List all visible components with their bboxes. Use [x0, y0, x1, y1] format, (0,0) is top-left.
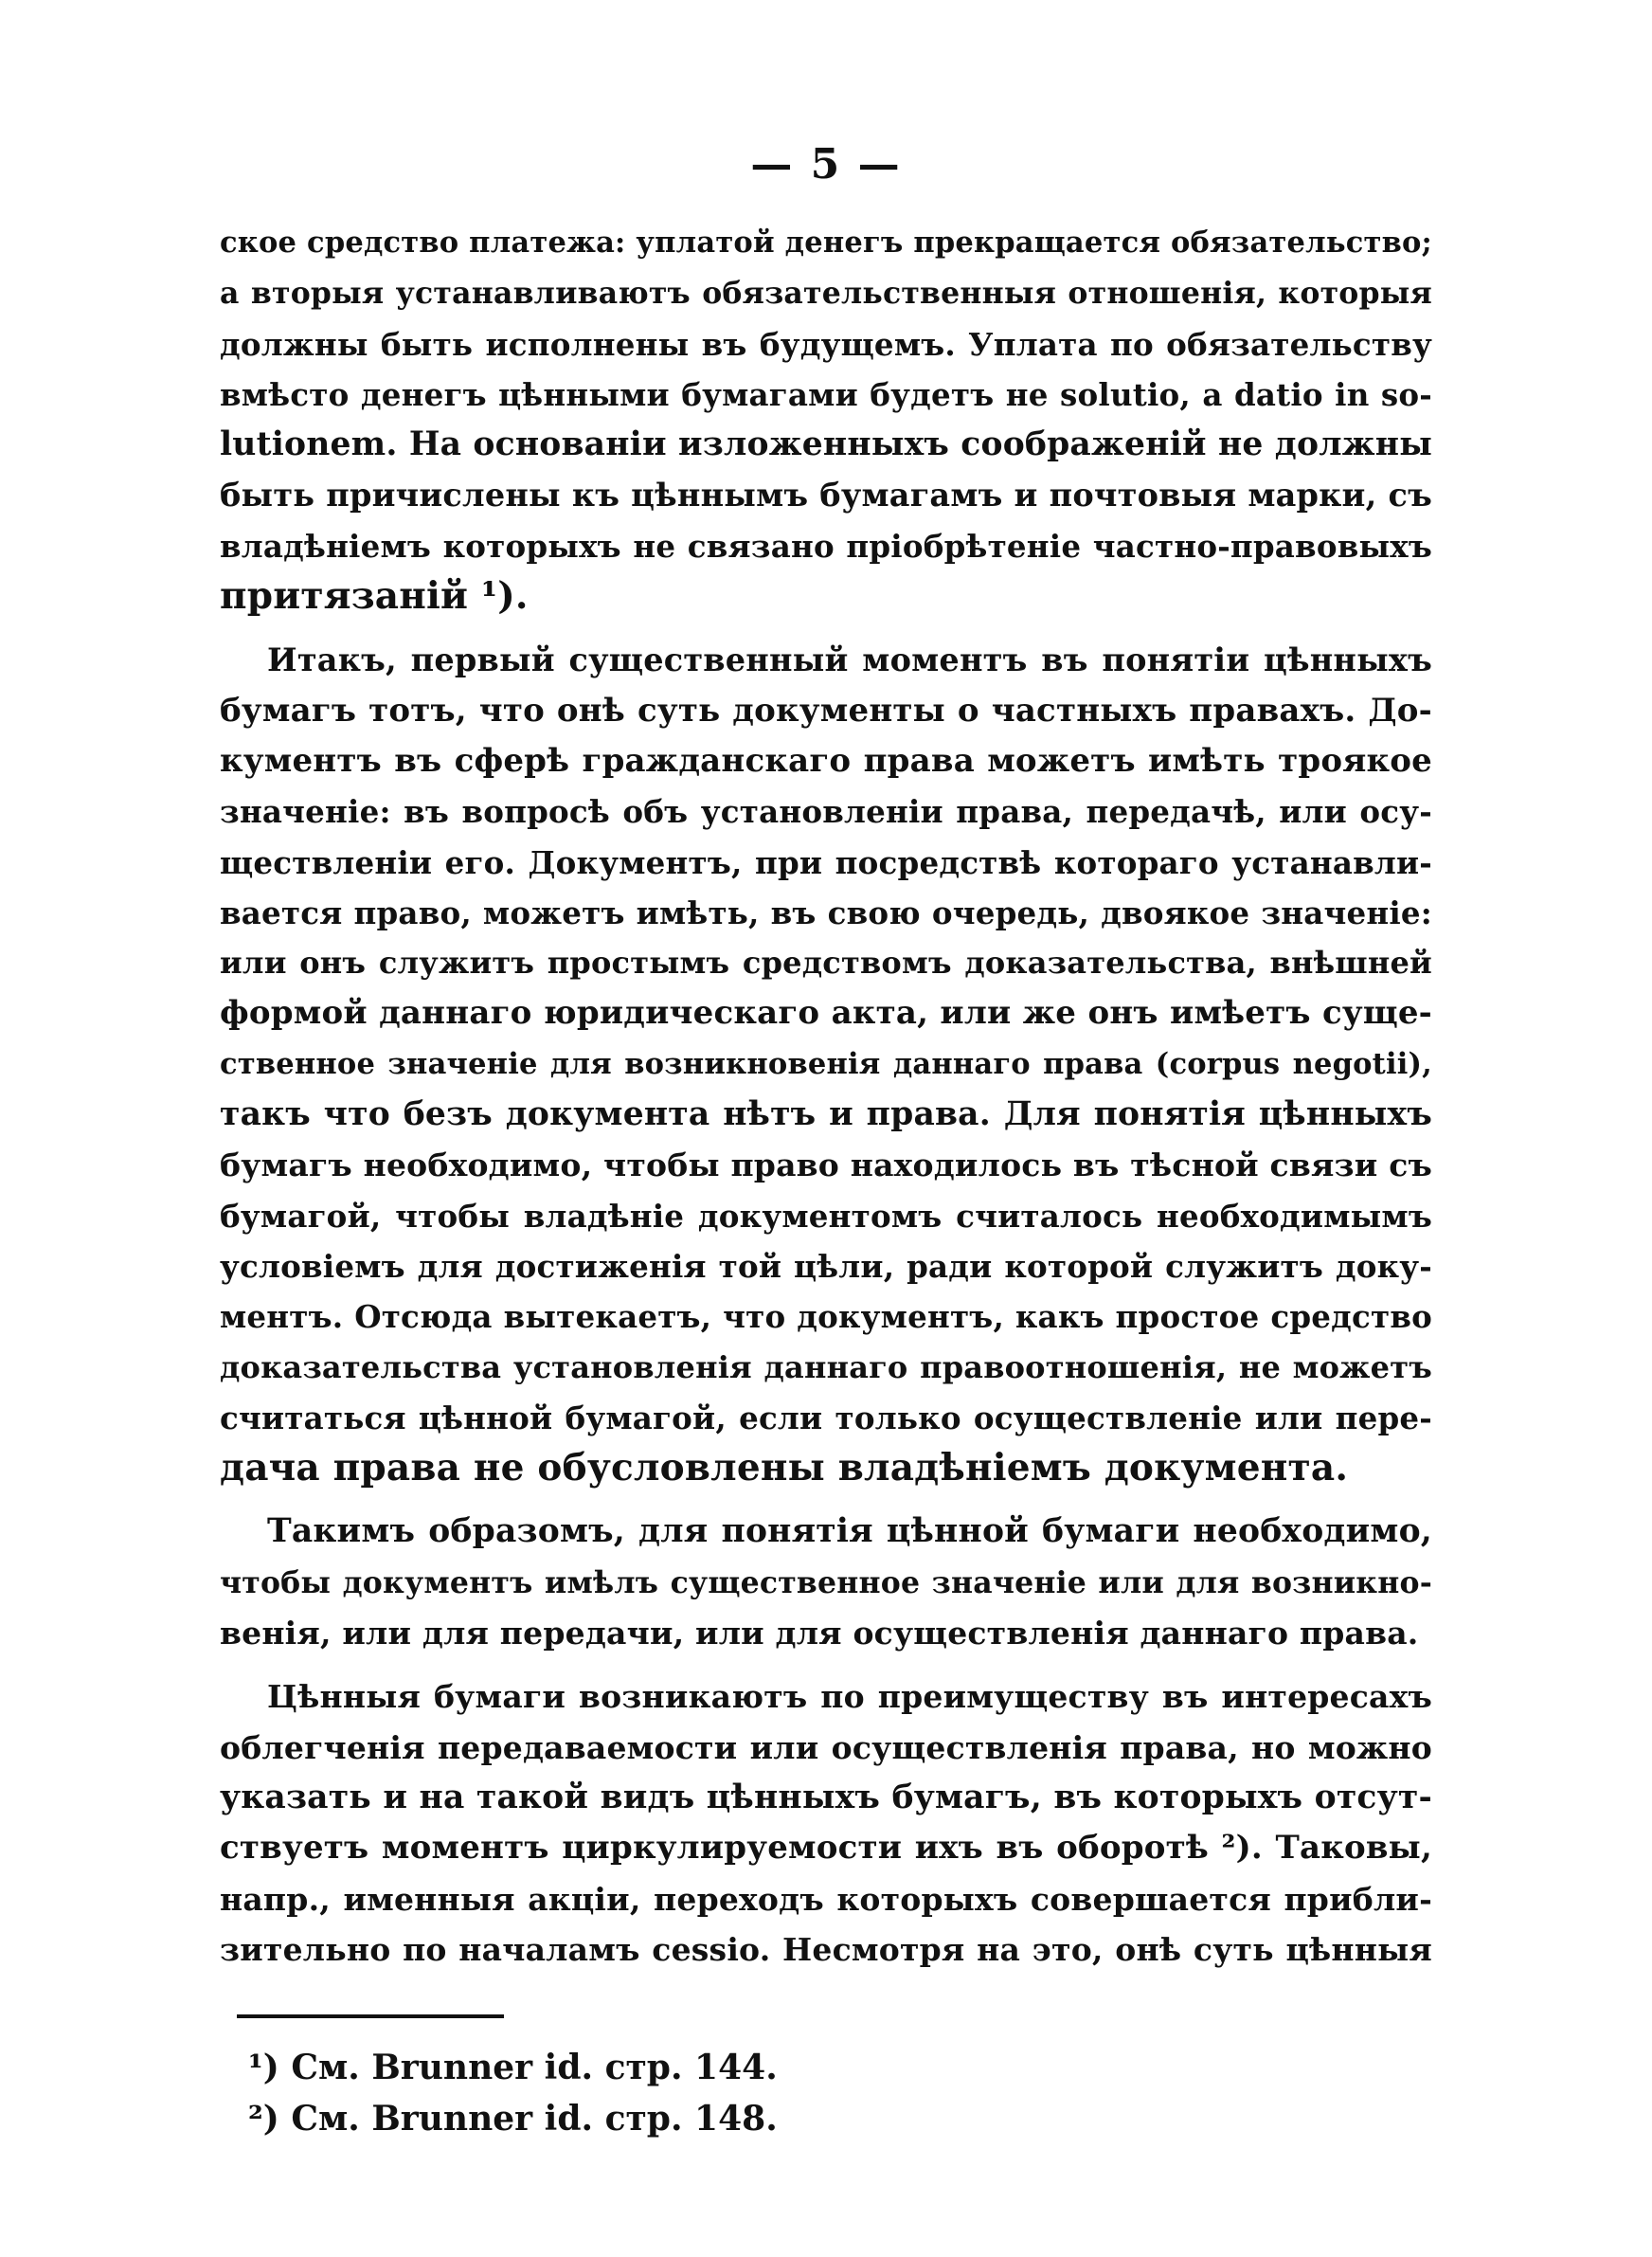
- footnote-mark: ²): [248, 2099, 279, 2139]
- text-line: вмѣсто денегъ цѣнными бумагами будетъ не solutio, а datio in so-: [220, 375, 1432, 413]
- text-line: быть причислены къ цѣннымъ бумагамъ и почтовыя марки, съ: [220, 477, 1432, 515]
- text-line: вается право, можетъ имѣть, въ свою очередь, двоякое значеніе:: [220, 894, 1432, 931]
- text-line: условіемъ для достиженія той цѣли, ради которой служитъ доку-: [220, 1247, 1432, 1285]
- text-line: ментъ. Отсюда вытекаетъ, что документъ, какъ простое средство: [220, 1298, 1432, 1336]
- text-line: такъ что безъ документа нѣтъ и права. Для понятія цѣнныхъ: [220, 1095, 1432, 1134]
- footnote-mark: ¹): [248, 2048, 279, 2087]
- footnote: [248, 2093, 778, 2144]
- text-line: считаться цѣнной бумагой, если только осуществленіе или пере-: [220, 1399, 1432, 1436]
- text-line: притязаній ¹).: [220, 574, 529, 619]
- text-line: ственное значеніе для возникновенія даннаго права (corpus negotii),: [220, 1046, 1432, 1081]
- text-line: или онъ служитъ простымъ средствомъ доказательства, внѣшней: [220, 945, 1432, 982]
- text-line: напр., именныя акціи, переходъ которыхъ совершается прибли-: [220, 1880, 1432, 1918]
- text-line: венія, или для передачи, или для осуществленія даннаго права.: [220, 1615, 1419, 1652]
- text-line: а вторыя устанавливаютъ обязательственныя отношенія, которыя: [220, 276, 1432, 312]
- text-line: ское средство платежа: уплатой денегъ прекращается обязательство;: [220, 226, 1432, 260]
- text-line: дача права не обусловлены владѣніемъ документа.: [220, 1446, 1349, 1490]
- text-line: чтобы документъ имѣлъ существенное значеніе или для возникно-: [220, 1564, 1432, 1600]
- footnote-text: См. Brunner id. стр. 144.: [291, 2048, 778, 2087]
- footnote-divider: [237, 2014, 504, 2018]
- text-line: бумагъ тотъ, что онѣ суть документы о частныхъ правахъ. До-: [220, 691, 1432, 730]
- text-line: должны быть исполнены въ будущемъ. Уплата по обязательству: [220, 325, 1432, 363]
- footnote: [248, 2042, 778, 2093]
- text-line: кументъ въ сферѣ гражданскаго права можетъ имѣть троякое: [220, 741, 1432, 780]
- text-line: бумагой, чтобы владѣніе документомъ считалось необходимымъ: [220, 1197, 1432, 1235]
- page-number: — 5 —: [750, 140, 902, 189]
- text-line: указать и на такой видъ цѣнныхъ бумагъ, въ которыхъ отсут-: [220, 1778, 1432, 1816]
- text-line: формой даннаго юридическаго акта, или же онъ имѣетъ суще-: [220, 994, 1432, 1033]
- text-line: Такимъ образомъ, для понятія цѣнной бумаги необходимо,: [267, 1512, 1432, 1551]
- footnote-text: См. Brunner id. стр. 148.: [291, 2099, 778, 2139]
- footnotes: [248, 2042, 778, 2144]
- text-line: облегченія передаваемости или осуществленія права, но можно: [220, 1728, 1432, 1766]
- text-line: зительно по началамъ cessio. Несмотря на это, онѣ суть цѣнныя: [220, 1930, 1432, 1968]
- text-line: Цѣнныя бумаги возникаютъ по преимуществу въ интересахъ: [267, 1678, 1432, 1716]
- text-line: ществленіи его. Документъ, при посредствѣ котораго устанавли-: [220, 843, 1432, 881]
- text-line: доказательства установленія даннаго правоотношенія, не можетъ: [220, 1348, 1432, 1385]
- text-line: ствуетъ моментъ циркулируемости ихъ въ оборотѣ ²). Таковы,: [220, 1829, 1432, 1868]
- text-line: бумагъ необходимо, чтобы право находилось въ тѣсной связи съ: [220, 1147, 1432, 1184]
- text-line: lutionem. На основаніи изложенныхъ соображеній не должны: [220, 425, 1432, 464]
- text-line: владѣніемъ которыхъ не связано пріобрѣтеніе частно-правовыхъ: [220, 527, 1432, 565]
- text-line: значеніе: въ вопросѣ объ установленіи права, передачѣ, или осу-: [220, 793, 1432, 831]
- body-text: [220, 218, 1432, 1975]
- text-line: Итакъ, первый существенный моментъ въ понятіи цѣнныхъ: [267, 641, 1432, 679]
